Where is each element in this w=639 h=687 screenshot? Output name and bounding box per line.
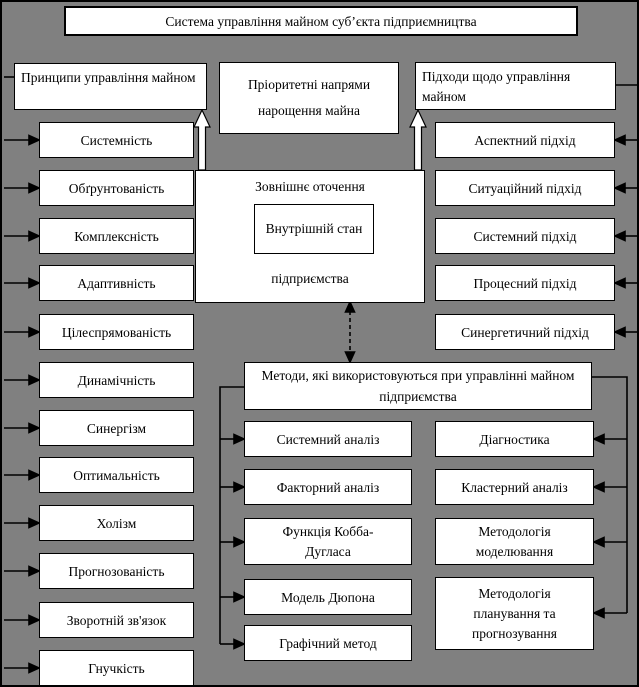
method-box: Факторний аналіз	[244, 469, 412, 505]
left-arrows	[4, 136, 39, 673]
methods-right-connector	[592, 377, 627, 618]
method-box: Діагностика	[435, 421, 594, 457]
dashed-double-arrow	[346, 302, 355, 362]
principle-box: Оптимальність	[39, 457, 194, 493]
priorities-header: Пріоритетні напрями нарощення майна	[219, 62, 399, 134]
principle-box: Холізм	[39, 505, 194, 541]
principle-box: Гнучкість	[39, 650, 194, 686]
environment-outer-label: Зовнішнє оточення	[255, 179, 365, 194]
principle-box: Системність	[39, 122, 194, 158]
principle-box: Синергізм	[39, 410, 194, 446]
principle-box: Зворотній зв'язок	[39, 602, 194, 638]
method-box: Методологія моделювання	[435, 518, 594, 565]
block-arrow-up-right	[410, 110, 426, 170]
method-box: Графічний метод	[244, 625, 412, 661]
method-box: Системний аналіз	[244, 421, 412, 457]
approach-box: Синергетичний підхід	[435, 314, 615, 350]
method-box: Функція Кобба-Дугласа	[244, 518, 412, 565]
method-box: Кластерний аналіз	[435, 469, 594, 505]
approach-box: Ситуаційний підхід	[435, 170, 615, 206]
approach-box: Системний підхід	[435, 218, 615, 254]
approach-box: Аспектний підхід	[435, 122, 615, 158]
approaches-header: Підходи щодо управління майном	[415, 62, 616, 110]
block-arrow-up-left	[194, 110, 210, 170]
diagram-title: Система управління майном суб’єкта підприємництва	[64, 6, 578, 36]
principle-box: Обґрунтованість	[39, 170, 194, 206]
principle-box: Динамічність	[39, 362, 194, 398]
principles-header: Принципи управління майном	[14, 63, 207, 110]
methods-header: Методи, які використовуються при управлінні майном підприємства	[244, 362, 592, 410]
method-box: Модель Дюпона	[244, 579, 412, 615]
environment-box	[195, 170, 425, 303]
environment-footer-label: підприємства	[271, 271, 349, 286]
principle-box: Адаптивність	[39, 265, 194, 301]
method-box: Методологія планування та прогнозування	[435, 577, 594, 650]
principle-box: Прогнозованість	[39, 553, 194, 589]
principle-box: Цілеспрямованість	[39, 314, 194, 350]
right-arrows	[615, 136, 638, 337]
internal-state-box: Внутрішній стан	[254, 204, 374, 254]
approach-box: Процесний підхід	[435, 265, 615, 301]
principle-box: Комплексність	[39, 218, 194, 254]
methods-left-connector	[220, 387, 244, 649]
